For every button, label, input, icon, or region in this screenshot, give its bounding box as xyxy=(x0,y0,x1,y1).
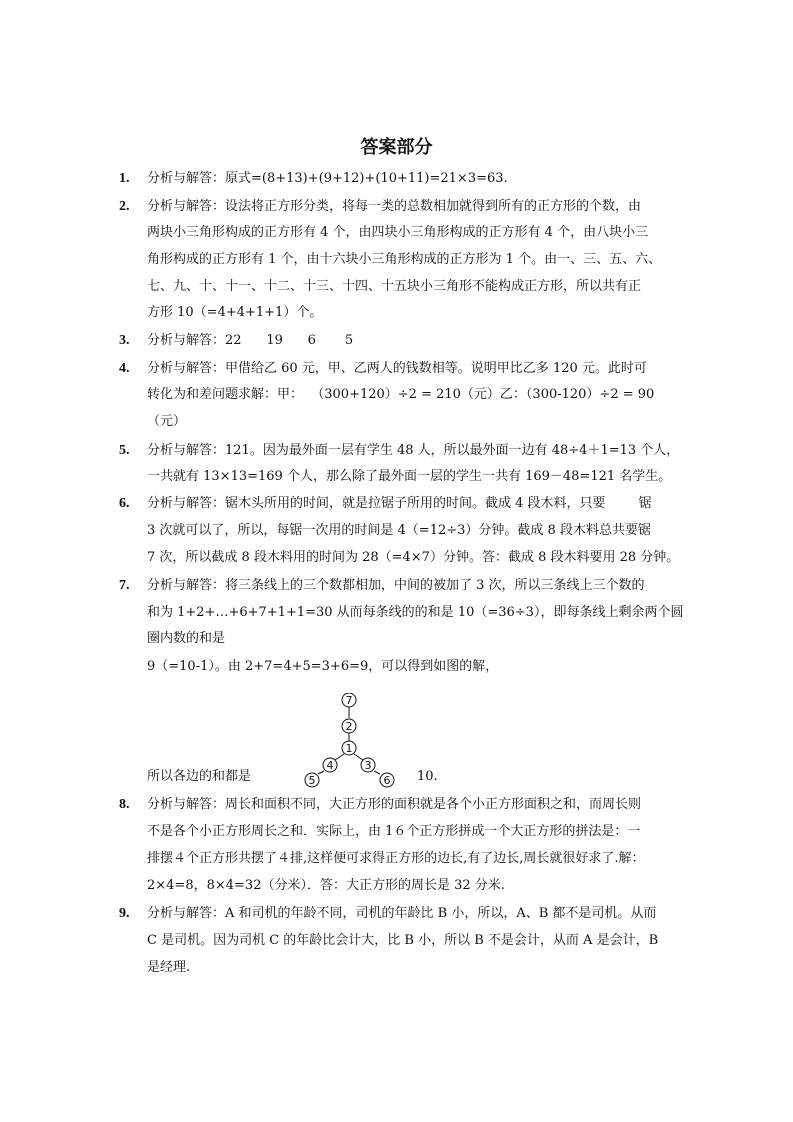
item-number: 5. xyxy=(119,443,130,458)
item-text-line: 分析与解答：锯木头所用的时间，就是拉锯子所用的时间。截成 4 段木料，只要 锯 xyxy=(147,496,652,511)
item-text-line: 七、九、十、十一、十二、十三、十四、十五块小三角形不能构成正方形，所以共有正 xyxy=(147,279,642,294)
item-number: 2. xyxy=(119,199,130,214)
circle-label: 3 xyxy=(364,759,372,772)
item-text-line: 排摆４个正方形共摆了４排,这样便可求得正方形的边长,有了边长,周长就很好求了.解： xyxy=(147,851,645,866)
item-text-line: 和为 1+2+…+6+7+1+1=30 从而每条线的的和是 10（=36÷3），即每条线上剩余两个圆 xyxy=(147,605,684,620)
item-number: 7. xyxy=(119,578,130,593)
item-number: 9. xyxy=(119,906,130,921)
item-text-line: 一共就有 13×13=169 个人，那么除了最外面一层的学生一共有 169－48=121 名学生。 xyxy=(147,469,672,484)
number-triangle-diagram xyxy=(298,693,408,793)
circle-label: 2 xyxy=(345,720,353,733)
diagram-caption-suffix: 10. xyxy=(417,769,438,784)
item-number: 1. xyxy=(119,171,130,186)
page-title: 答案部分 xyxy=(360,137,433,158)
item-text-line: 角形构成的正方形有 1 个，由十六块小三角形构成的正方形为 1 个。由一、三、五、六、 xyxy=(147,252,662,267)
connector-line xyxy=(354,754,363,760)
item-text-line: 两块小三角形构成的正方形有 4 个，由四块小三角形构成的正方形有 4 个，由八块小三 xyxy=(147,225,649,240)
circle-label: 1 xyxy=(345,742,353,755)
item-text-line: 分析与解答：甲借给乙 60 元，甲、乙两人的钱数相等。说明甲比乙多 120 元。此时可 xyxy=(147,361,647,376)
item-number: 4. xyxy=(119,361,130,376)
diagram-caption-prefix: 所以各边的和都是 xyxy=(147,769,252,784)
item-text-line: 分析与解答：22 19 6 5 xyxy=(147,333,354,348)
item-text-line: 分析与解答：将三条线上的三个数都相加，中间的被加了 3 次，所以三条线上三个数的 xyxy=(147,578,645,593)
item-text-line: 分析与解答：121。因为最外面一层有学生 48 人，所以最外面一边有 48÷4＋1=13 个人， xyxy=(147,443,680,458)
item-number: 8. xyxy=(119,797,130,812)
circle-label: 5 xyxy=(308,774,316,787)
connector-line xyxy=(374,771,380,774)
circle-label: 4 xyxy=(326,759,334,772)
item-text-line: 是经理. xyxy=(147,960,191,975)
circle-label: 7 xyxy=(345,694,353,707)
item-text-line: 圈内数的和是 xyxy=(147,631,226,646)
item-text-line: 方形 10（=4+4+1+1）个。 xyxy=(147,305,323,320)
item-text-line: 3 次就可以了，所以，每锯一次用的时间是 4（=12÷3）分钟。截成 8 段木料总共要锯 xyxy=(147,523,651,538)
item-number: 3. xyxy=(119,333,130,348)
item-text-line: 分析与解答：原式=(8+13)+(9+12)+(10+11)=21×3=63. xyxy=(147,171,508,186)
circle-label: 6 xyxy=(383,774,391,787)
item-text-line: C 是司机。因为司机 C 的年龄比会计大，比 B 小，所以 B 不是会计，从而 A 是会计，B xyxy=(147,933,659,948)
item-text-line: 7 次，所以截成 8 段木料用的时间为 28（=4×7）分钟。答：截成 8 段木料要用 28 分钟。 xyxy=(147,550,680,565)
item-text-line: 转化为和差问题求解：甲： （300+120）÷2 = 210（元）乙：（300-120）÷2 = 90 xyxy=(147,387,655,402)
item-number: 6. xyxy=(119,496,130,511)
item-text-line: 2×4=8，8×4=32（分米）．答：大正方形的周长是 32 分米. xyxy=(147,878,505,893)
item-text-line: 分析与解答：A 和司机的年龄不同，司机的年龄比 B 小，所以，A、B 都不是司机。从而 xyxy=(147,906,657,921)
item-text-line: （元） xyxy=(147,414,187,429)
connector-line xyxy=(335,754,344,760)
item-text-line: 分析与解答：周长和面积不同，大正方形的面积就是各个小正方形面积之和，而周长则 xyxy=(147,797,642,812)
connector-line xyxy=(318,771,324,774)
item-text-line: 分析与解答：设法将正方形分类，将每一类的总数相加就得到所有的正方形的个数，由 xyxy=(147,199,642,214)
item-text-line: 不是各个小正方形周长之和．实际上，由 1６个正方形拼成一个大正方形的拼法是：一 xyxy=(147,824,641,839)
item-text-line: 9（=10-1）。由 2+7=4+5=3+6=9，可以得到如图的解， xyxy=(147,659,499,674)
